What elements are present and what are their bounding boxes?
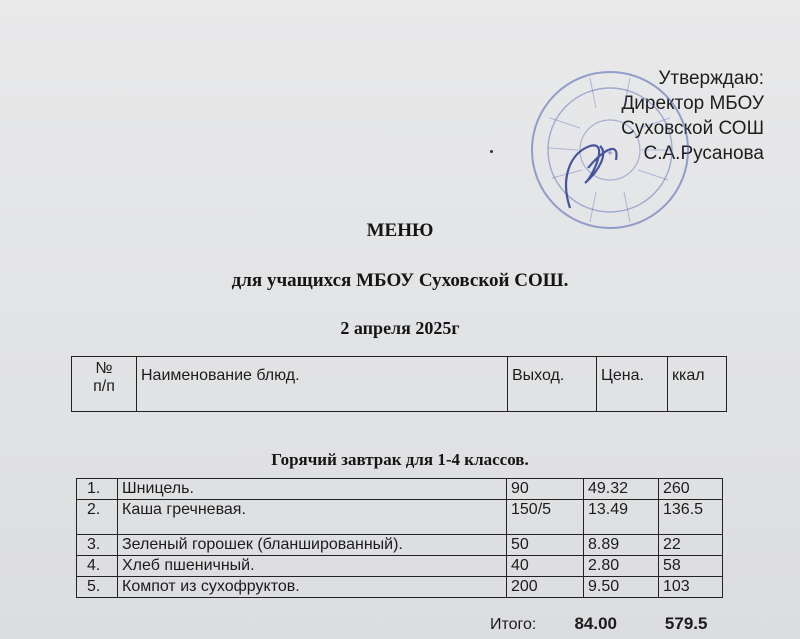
row-index: 5. <box>77 577 118 598</box>
row-output: 40 <box>507 556 584 577</box>
row-output: 50 <box>507 535 584 556</box>
approval-name: С.А.Русанова <box>643 143 764 164</box>
header-row <box>72 357 727 412</box>
table-row <box>77 535 723 556</box>
col-num <box>72 357 137 412</box>
row-price: 13.49 <box>584 500 659 535</box>
total-row <box>490 614 707 634</box>
row-name: Компот из сухофруктов. <box>118 577 507 598</box>
svg-text:✦: ✦ <box>606 148 614 158</box>
table-row <box>77 500 723 535</box>
total-kcal: 579.5 <box>664 614 708 633</box>
row-output: 90 <box>507 479 584 500</box>
row-kcal: 136.5 <box>659 500 723 535</box>
approval-line: Суховской СОШ <box>621 118 764 139</box>
row-price: 9.50 <box>584 577 659 598</box>
row-name: Хлеб пшеничный. <box>118 556 507 577</box>
col-num-label-2: п/п <box>93 378 115 395</box>
row-kcal: 58 <box>659 556 723 577</box>
row-index: 2. <box>77 500 118 535</box>
row-index: 4. <box>77 556 118 577</box>
total-sum: 84.00 <box>574 614 617 633</box>
col-price: Цена. <box>597 357 668 412</box>
col-output: Выход. <box>508 357 597 412</box>
section-heading: Горячий завтрак для 1-4 классов. <box>271 450 529 469</box>
row-output: 150/5 <box>507 500 584 535</box>
row-kcal: 22 <box>659 535 723 556</box>
table-row <box>77 577 723 598</box>
total-label: Итого: <box>490 616 537 633</box>
page-title: МЕНЮ <box>366 220 434 241</box>
row-output: 200 <box>507 577 584 598</box>
menu-date: 2 апреля 2025г <box>340 318 460 338</box>
row-index: 3. <box>77 535 118 556</box>
col-name: Наименование блюд. <box>137 357 508 412</box>
row-price: 2.80 <box>584 556 659 577</box>
table-row <box>77 556 723 577</box>
ink-dot <box>490 150 493 153</box>
approval-line: Утверждаю: <box>658 68 764 89</box>
row-price: 8.89 <box>584 535 659 556</box>
menu-items-table <box>76 478 723 598</box>
header-table <box>71 356 727 412</box>
page-subtitle: для учащихся МБОУ Суховской СОШ. <box>231 270 569 291</box>
row-kcal: 103 <box>659 577 723 598</box>
col-num-label: № <box>95 360 113 377</box>
official-stamp <box>530 58 690 244</box>
row-index: 1. <box>77 479 118 500</box>
table-row <box>77 479 723 500</box>
approval-line: Директор МБОУ <box>621 93 764 114</box>
row-price: 49.32 <box>584 479 659 500</box>
row-name: Каша гречневая. <box>118 500 507 535</box>
col-kcal: ккал <box>668 357 727 412</box>
row-name: Шницель. <box>118 479 507 500</box>
row-kcal: 260 <box>659 479 723 500</box>
row-name: Зеленый горошек (бланшированный). <box>118 535 507 556</box>
